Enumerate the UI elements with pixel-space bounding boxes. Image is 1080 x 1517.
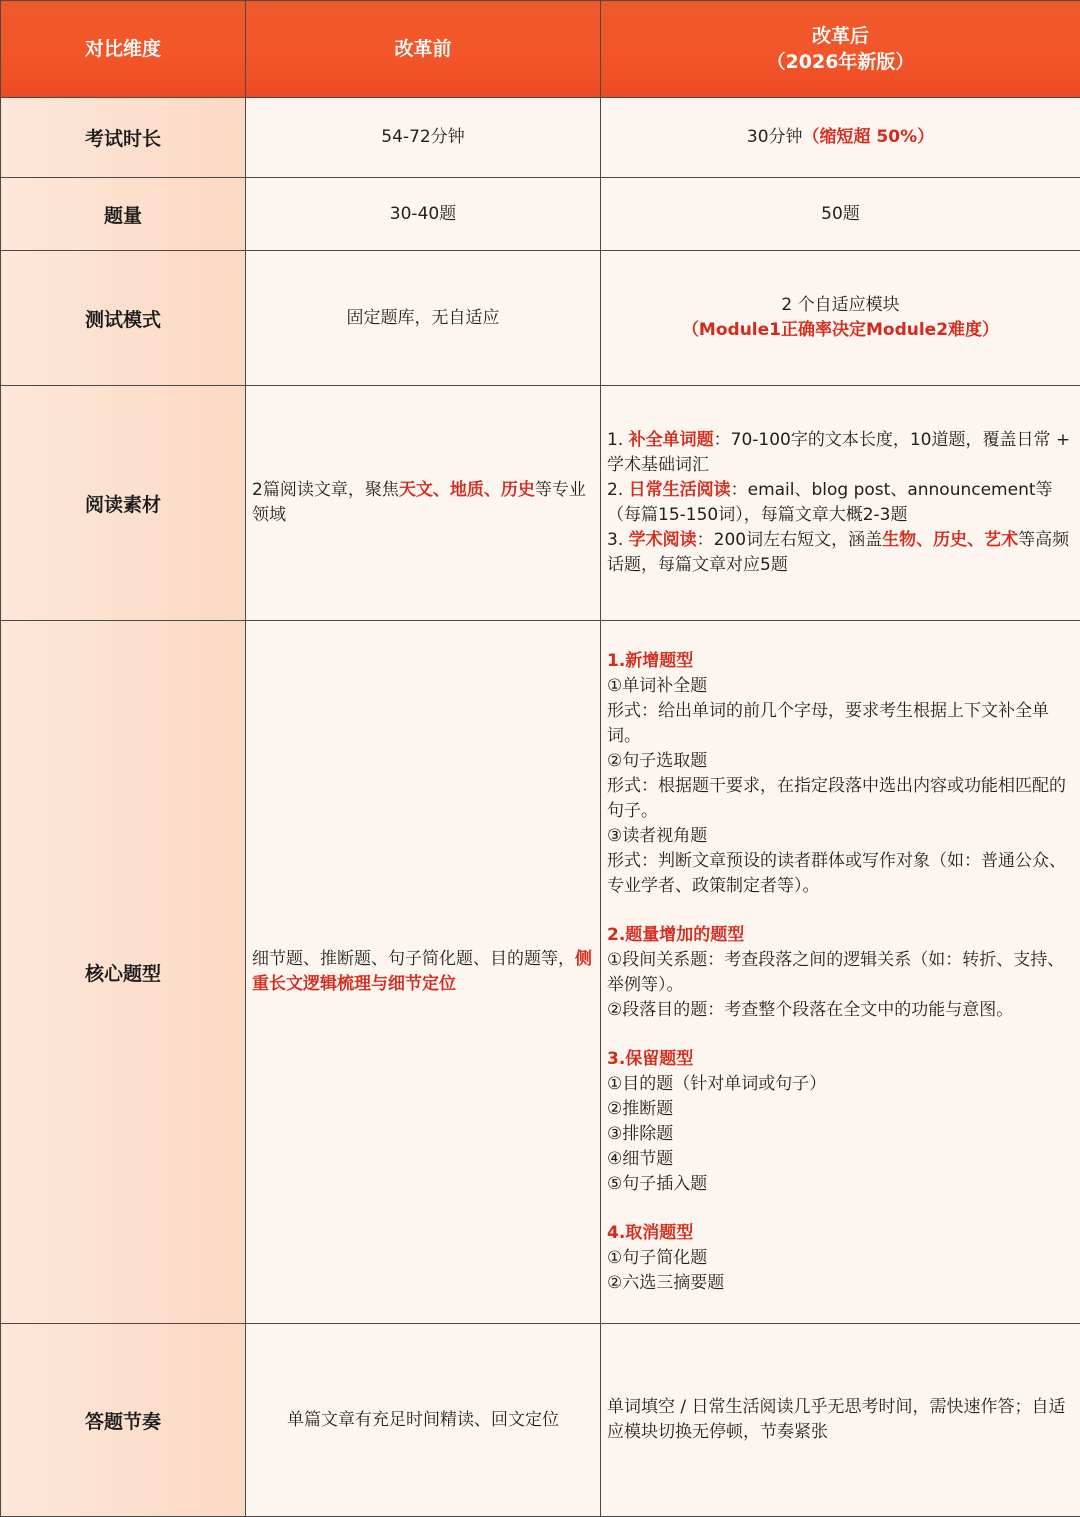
types-before-highlight: 侧重长文逻辑梳理与细节定位 xyxy=(252,949,592,994)
header-after xyxy=(601,1,1080,98)
section-new-types: 1.新增题型 xyxy=(607,649,1074,674)
material-item-1: 1. 补全单词题：70-100字的文本长度，10道题，覆盖日常 + 学术基础词汇 xyxy=(607,428,1074,478)
material-before: 2篇阅读文章，聚焦天文、地质、历史等专业领域 xyxy=(246,386,601,621)
row-types xyxy=(1,621,1080,1324)
pace-before: 单篇文章有充足时间精读、回文定位 xyxy=(246,1324,601,1517)
types-after: 1.新增题型 ①单词补全题 形式：给出单词的前几个字母，要求考生根据上下文补全单词。 ②句子选取题 形式：根据题干要求，在指定段落中选出内容或功能相匹配的句子。 ③读者视角题 形式：判断文章预设的读者群体或写作对象（如：普通公众、专业学者、政策制定者等）。 2.题量增加的题型 ①段间关系题：考查段落之间的逻辑关系（如：转折、支持、举例等）。 ②段落目的题：考查整个段落在全文中的功能与意图。 3.保留题型 ①目的题（针对单词或句子） ②推断题 ③排除题 ④细节题 ⑤句子插入题 4.取消题型 ①句子简化题 ②六选三摘要题 xyxy=(601,621,1080,1324)
row-label-mode: 测试模式 xyxy=(1,251,246,386)
row-label-material: 阅读素材 xyxy=(1,386,246,621)
header-dimension: 对比维度 xyxy=(1,1,246,98)
material-item-3: 3. 学术阅读：200词左右短文，涵盖生物、历史、艺术等高频话题，每篇文章对应5题 xyxy=(607,528,1074,578)
pace-after: 单词填空 / 日常生活阅读几乎无思考时间，需快速作答；自适应模块切换无停顿，节奏紧张 xyxy=(601,1324,1080,1517)
mode-highlight: （Module1正确率决定Module2难度） xyxy=(601,318,1080,343)
header-after-title: 改革后 xyxy=(601,23,1080,49)
row-material xyxy=(1,386,1080,621)
row-label-pace: 答题节奏 xyxy=(1,1324,246,1517)
duration-before: 54-72分钟 xyxy=(246,98,601,178)
row-label-count: 题量 xyxy=(1,178,246,251)
header-after-subtitle: （2026年新版） xyxy=(601,49,1080,75)
row-count xyxy=(1,178,1080,251)
material-item-2: 2. 日常生活阅读：email、blog post、announcement等（每篇15-150词），每篇文章大概2-3题 xyxy=(607,478,1074,528)
material-before-highlight: 天文、地质、历史 xyxy=(399,480,535,500)
section-removed-types: 4.取消题型 xyxy=(607,1221,1074,1246)
section-kept-types: 3.保留题型 xyxy=(607,1047,1074,1072)
header-row xyxy=(1,1,1080,98)
mode-after: 2 个自适应模块 （Module1正确率决定Module2难度） xyxy=(601,251,1080,386)
row-duration xyxy=(1,98,1080,178)
section-increased-types: 2.题量增加的题型 xyxy=(607,923,1074,948)
row-pace xyxy=(1,1324,1080,1517)
row-label-types: 核心题型 xyxy=(1,621,246,1324)
mode-before: 固定题库，无自适应 xyxy=(246,251,601,386)
material-after xyxy=(601,386,1080,621)
count-after: 50题 xyxy=(601,178,1080,251)
header-before: 改革前 xyxy=(246,1,601,98)
duration-highlight: （缩短超 50%） xyxy=(803,127,935,147)
count-before: 30-40题 xyxy=(246,178,601,251)
duration-after: 30分钟（缩短超 50%） xyxy=(601,98,1080,178)
types-before: 细节题、推断题、句子简化题、目的题等，侧重长文逻辑梳理与细节定位 xyxy=(246,621,601,1324)
row-mode xyxy=(1,251,1080,386)
row-label-duration: 考试时长 xyxy=(1,98,246,178)
